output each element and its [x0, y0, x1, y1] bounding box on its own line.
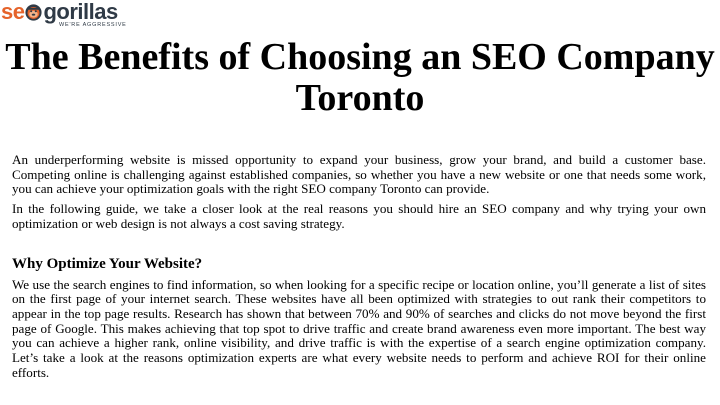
section-heading: Why Optimize Your Website?	[12, 255, 203, 272]
logo-wordmark	[1, 1, 118, 23]
article-body	[12, 153, 706, 385]
seo-gorillas-logo	[1, 1, 141, 29]
gorilla-face-icon	[25, 4, 42, 21]
logo-tagline: WE'RE AGGRESSIVE	[59, 22, 127, 28]
logo-wordmark-gorillas: gorillas	[43, 0, 118, 24]
logo-wordmark-se: se	[1, 0, 25, 24]
intro-paragraph: An underperforming website is missed opportunity to expand your business, grow your brand, and build a customer base. Competing online is challenging against established companies, so whether you have a new website or one that needs some work, you can achieve your optimization goals with the right SEO company Toronto can provide.	[12, 152, 706, 197]
section-paragraph: We use the search engines to find information, so when looking for a specific recipe or location online, you’ll generate a list of sites on the first page of your internet search. These websites have all been optimized with strategies to out rank their competitors to appear in the top page results. Research has shown that between 70% and 90% of searches and clicks do not move beyond the first page of Google. This makes achieving that top spot to drive traffic and create brand awareness even more important. The best way you can achieve a higher rank, online visibility, and drive traffic is with the expertise of a search engine optimization company. Let’s take a look at the reasons optimization experts are what every website needs to perform and achieve ROI for their online efforts.	[12, 276, 706, 380]
guide-paragraph: In the following guide, we take a closer look at the real reasons you should hire an SEO company and why trying your own optimization or web design is not always a cost saving strategy.	[12, 201, 706, 231]
page-title: The Benefits of Choosing an SEO Company Toronto	[5, 36, 715, 119]
